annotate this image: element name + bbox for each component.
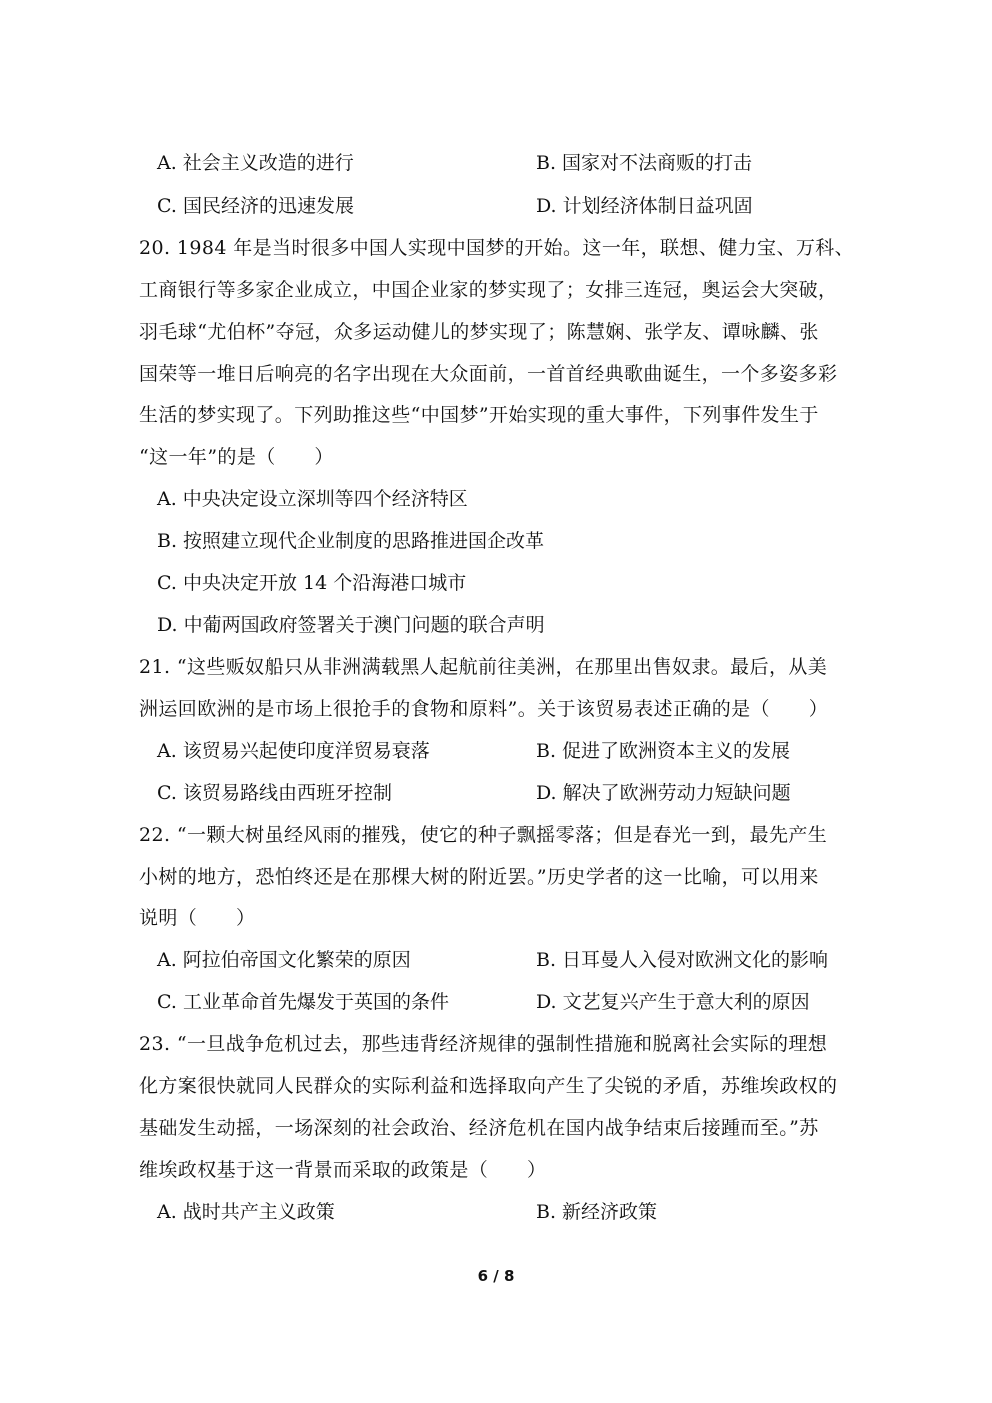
q20-option-a: A. 中央决定设立深圳等四个经济特区: [157, 488, 468, 510]
q19-option-a: A. 社会主义改造的进行: [157, 152, 354, 174]
q22-stem-line: 小树的地方，恐怕终还是在那棵大树的附近罢。”历史学者的这一比喻，可以用来: [139, 866, 819, 888]
q21-options-row-2: [157, 780, 857, 806]
q22-stem-line: 说明（ ）: [139, 907, 256, 929]
q23-option-b: B. 新经济政策: [536, 1201, 658, 1223]
q20-option-b: B. 按照建立现代企业制度的思路推进国企改革: [157, 530, 545, 552]
q19-option-b: B. 国家对不法商贩的打击: [536, 152, 753, 174]
q23-options-row-1: [157, 1199, 857, 1225]
q20-stem-line: 国荣等一堆日后响亮的名字出现在大众面前，一首首经典歌曲诞生，一个多姿多彩: [139, 363, 838, 385]
q21-option-b: B. 促进了欧洲资本主义的发展: [536, 740, 791, 762]
q20-stem-line: 工商银行等多家企业成立，中国企业家的梦实现了；女排三连冠，奥运会大突破，: [139, 279, 838, 301]
q21-options-row-1: [157, 738, 857, 764]
q20-stem-line: “这一年”的是（ ）: [139, 446, 334, 468]
q22-option-a: A. 阿拉伯帝国文化繁荣的原因: [157, 949, 411, 971]
q21-stem-line: 洲运回欧洲的是市场上很抢手的食物和原料”。关于该贸易表述正确的是（ ）: [139, 698, 829, 720]
q20-option-d: D. 中葡两国政府签署关于澳门问题的联合声明: [157, 614, 545, 636]
q23-stem-line: 化方案很快就同人民群众的实际利益和选择取向产生了尖锐的矛盾，苏维埃政权的: [139, 1075, 838, 1097]
q21-stem-line: 21. “这些贩奴船只从非洲满载黑人起航前往美洲，在那里出售奴隶。最后，从美: [139, 656, 828, 678]
q19-options-row-1: [157, 150, 857, 176]
q21-option-d: D. 解决了欧洲劳动力短缺问题: [536, 782, 791, 804]
q23-stem-line: 23. “一旦战争危机过去，那些违背经济规律的强制性措施和脱离社会实际的理想: [139, 1033, 828, 1055]
q20-stem-line: 20. 1984 年是当时很多中国人实现中国梦的开始。这一年，联想、健力宝、万科、: [139, 237, 855, 259]
q21-option-a: A. 该贸易兴起使印度洋贸易衰落: [157, 740, 430, 762]
q22-options-row-1: [157, 947, 857, 973]
q22-option-b: B. 日耳曼人入侵对欧洲文化的影响: [536, 949, 829, 971]
q23-option-a: A. 战时共产主义政策: [157, 1201, 335, 1223]
q20-stem-line: 生活的梦实现了。下列助推这些“中国梦”开始实现的重大事件，下列事件发生于: [139, 404, 819, 426]
q21-option-c: C. 该贸易路线由西班牙控制: [157, 782, 392, 804]
q22-option-c: C. 工业革命首先爆发于英国的条件: [157, 991, 449, 1013]
page-number: 6 / 8: [477, 1267, 515, 1285]
q22-options-row-2: [157, 989, 857, 1015]
q23-stem-line: 基础发生动摇，一场深刻的社会政治、经济危机在国内战争结束后接踵而至。”苏: [139, 1117, 819, 1139]
q19-option-d: D. 计划经济体制日益巩固: [536, 195, 753, 217]
q19-option-c: C. 国民经济的迅速发展: [157, 195, 354, 217]
q20-option-c: C. 中央决定开放 14 个沿海港口城市: [157, 572, 467, 594]
q19-options-row-2: [157, 193, 857, 219]
q22-option-d: D. 文艺复兴产生于意大利的原因: [536, 991, 810, 1013]
q22-stem-line: 22. “一颗大树虽经风雨的摧残，使它的种子飘摇零落；但是春光一到，最先产生: [139, 824, 828, 846]
q23-stem-line: 维埃政权基于这一背景而采取的政策是（ ）: [139, 1159, 547, 1181]
q20-stem-line: 羽毛球“尤伯杯”夺冠，众多运动健儿的梦实现了；陈慧娴、张学友、谭咏麟、张: [139, 321, 819, 343]
